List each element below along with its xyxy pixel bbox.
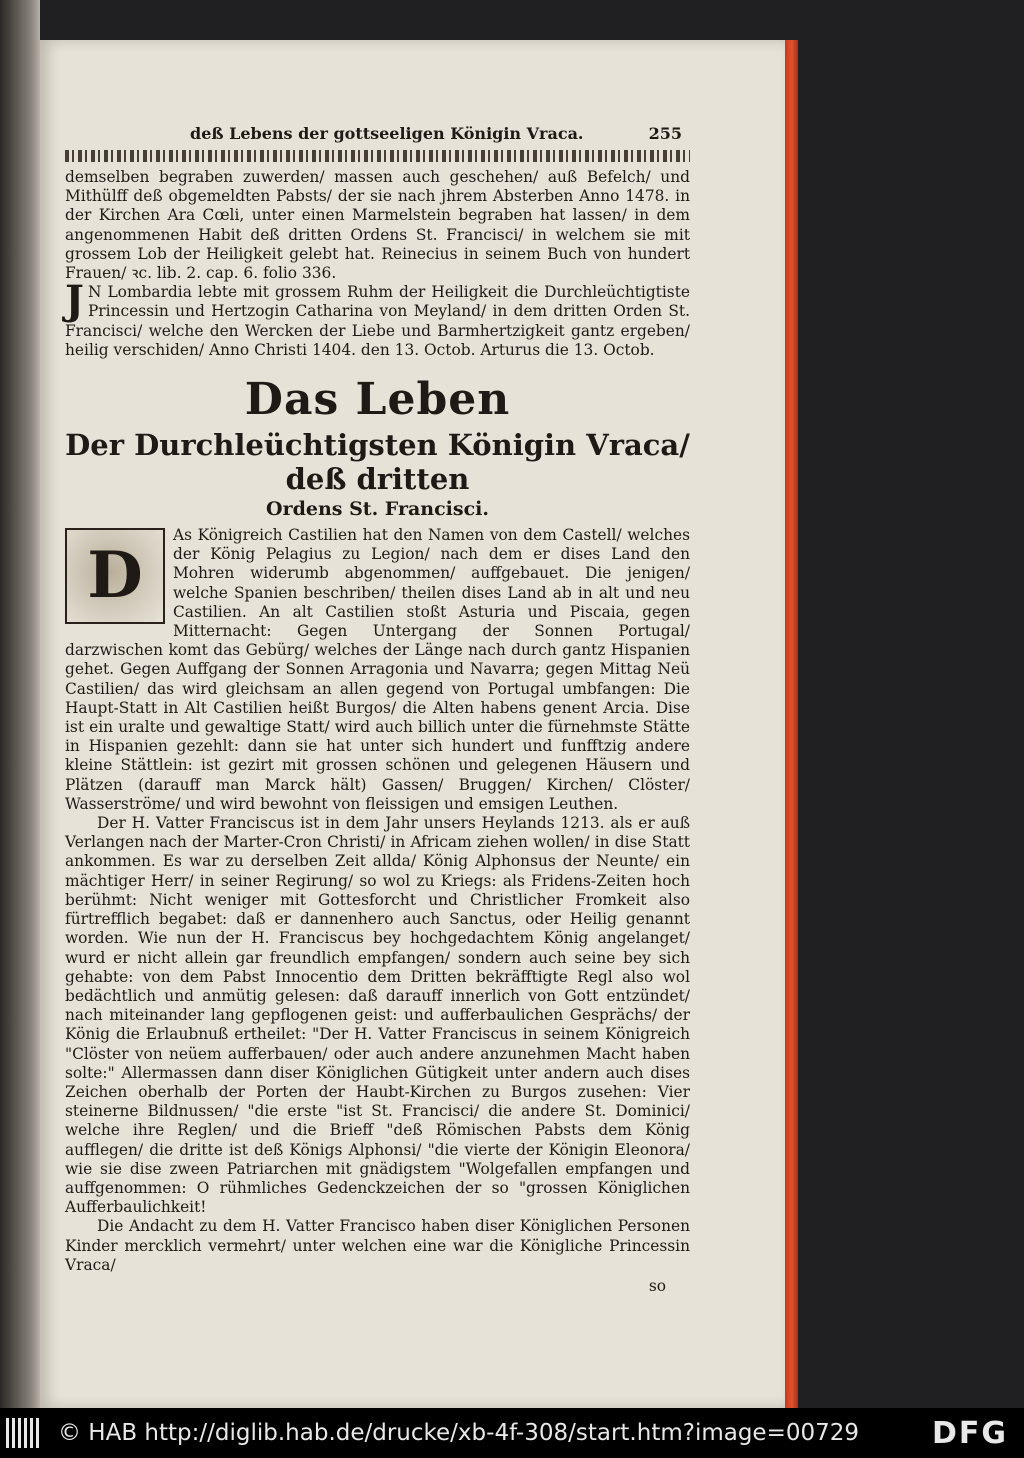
catharina-paragraph: JN Lombardia lebte mit grossem Ruhm der Heiligkeit die Durchleüchtigtiste Princessin und Hertzogin Catharina von Meyland/ in dem dritten Orden St. Francisci/ welche den Wercken der Liebe und Barmhertzigkeit gantz ergeben/ heilig verschiden/ Anno Christi 1404. den 13. Octob. Arturus die 13. Octob. [65, 277, 690, 359]
chapter-paragraph: Der H. Vatter Franciscus ist in dem Jahr unsers Heylands 1213. als er auß Verlangen nach der Marter-Cron Christi/ in Africam ziehen wollen/ in dise Statt ankommen. Es war zu derselben Zeit allda/ König Alphonsus der Neunte/ ein mächtiger Herr/ in seiner Regirung/ so wol zu Kriegs: als Fridens-Zeiten hoch berühmt: Nicht weniger mit Gottesforcht und Christlicher Fromkeit also fürtrefflich begabet: daß er dannenhero auch Sanctus, oder Heilig genannt worden. Wie nun der H. Franciscus bey hochgedachtem König angelanget/ wurd er nicht allein gar freundlich empfangen/ sondern auch seine bey sich gehabte: von dem Pabst Innocentio dem Dritten bekräfftigte Regl also wol bedächtlich und anmütig gelesen: daß darauff innerlich von Gott entzündet/ nach miteinander lang gepflogenen geist: und aufferbaulichen Gesprächs/ der König die Erlaubnuß ertheilet: "Der H. Vatter Franciscus in seinem Königreich "Clöster von neüem aufferbauen/ oder auch andere anzunehmen Macht haben solte:" Allermassen dann diser Königlichen Gütigkeit unter andern auch dises Zeichen oberhalb der Porten der Haubt-Kirchen zu Burgos zusehen: Vier steinerne Bildnussen/ "die erste "ist St. Francisci/ die andere St. Dominici/ welche ihre Reglen/ und die Brieff "deß Römischen Pabsts dem König aufflegen/ die dritte ist deß Königs Alphonsi/ "die vierte der Königin Eleonora/ wie sie dise zween Patriarchen mit gnädigstem "Wolgefallen empfangen und auffgenommen: O rühmliches Gedenckzeichen der so "grossen Königlichen Aufferbaulichkeit! [65, 814, 690, 1217]
page-number: 255 [648, 124, 682, 143]
chapter-title: Das Leben [244, 374, 511, 426]
page-text-block [65, 124, 690, 1296]
viewer-footer [0, 1408, 1024, 1458]
decorated-initial: D [65, 528, 165, 624]
hab-logo-icon [6, 1417, 46, 1449]
ornamental-rule [65, 150, 690, 162]
copyright-url[interactable]: © HAB http://diglib.hab.de/drucke/xb-4f-308/start.htm?image=00729 [58, 1420, 860, 1446]
chapter-subtitle: Der Durchleüchtigsten Königin Vraca/ deß dritten [65, 428, 690, 497]
running-header [65, 124, 690, 146]
running-title: deß Lebens der gottseeligen Königin Vraca. [190, 124, 584, 143]
catchword: so [648, 1276, 666, 1295]
chapter-paragraph: Die Andacht zu dem H. Vatter Francisco haben diser Königlichen Personen Kinder mercklich vermehrt/ unter welchen eine war die Königliche Princessin Vraca/ [65, 1217, 690, 1274]
chapter-subtitle-order: Ordens St. Francisci. [266, 498, 489, 521]
red-page-edge [785, 40, 798, 1408]
chapter-paragraph: As Königreich Castilien hat den Namen von dem Castell/ welches der König Pelagius zu Legion/ nach dem er dises Land den Mohren widerumb abgenommen/ auffgebauet. Die jenigen/ welche Spanien beschriben/ theilen dises Land ab in alt und neu Castilien. An alt Castilien stoßt Asturia und Piscaia, gegen Mitternacht: Gegen Untergang der Sonnen Portugal/ darzwischen komt das Gebürg/ welches der Länge nach durch gantz Hispanien gehet. Gegen Auffgang der Sonnen Arragonia und Navarra; gegen Mittag Neü Castilien/ das wird gleichsam an allen gegend von Portugal umbfangen: Die Haupt-Statt in Alt Castilien heißt Burgos/ die Alten habens genent Arcia. Dise ist ein uralte und gewaltige Statt/ wird auch billich unter die fürnehmste Stätte in Hispanien gezehlt: dann sie hat unter sich hundert und funfftzig andere kleine Stättlein: ist gezirt mit grossen schönen und gelegenen Häusern und Plätzen (darauff man Marck hält) Gassen/ Bruggen/ Kirchen/ Clöster/ Wasserströme/ und wird bewohnt von fleissigen und emsigen Leuthen. [65, 526, 690, 813]
intro-paragraph: demselben begraben zuwerden/ massen auch geschehen/ auß Befelch/ und Mithülff deß obgemeldten Pabsts/ der sie nach jhrem Absterben Anno 1478. in der Kirchen Ara Cœli, unter einen Marmelstein begraben hat lassen/ in dem angenommenen Habit deß dritten Ordens St. Francisci/ in welchem sie mit grossem Lob der Heiligkeit gelebt hat. Reinecius in seinem Buch von hundert Frauen/ ꝛc. lib. 2. cap. 6. folio 336. [65, 168, 690, 283]
previous-page-edge [0, 0, 40, 1408]
chapter-body [65, 526, 690, 1296]
dfg-logo: DFG [931, 1415, 1008, 1451]
book-page [40, 40, 785, 1408]
